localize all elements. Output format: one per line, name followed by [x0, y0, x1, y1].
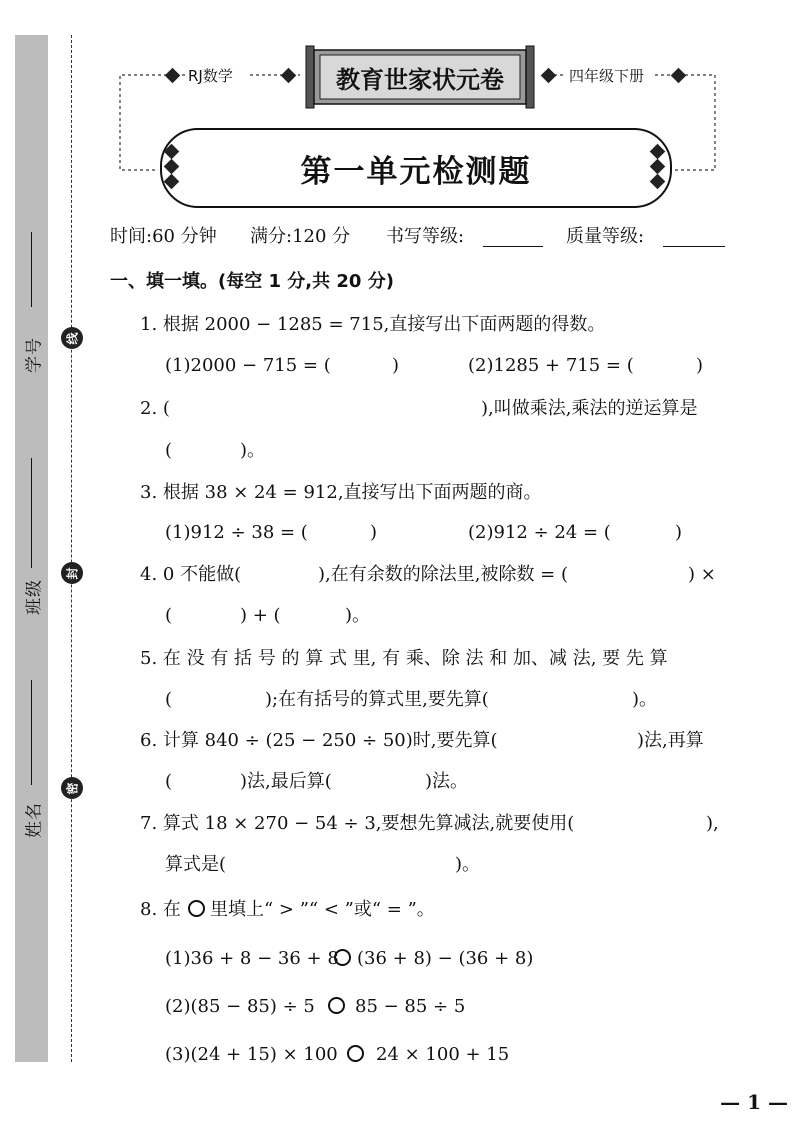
page-number: — 1 — — [720, 1090, 788, 1114]
q8-prompt-end: 里填上“ > ”“ < ”或“ = ”。 — [210, 899, 435, 920]
q4-times: ) × — [688, 564, 716, 585]
compare-circle-3[interactable] — [347, 1045, 364, 1062]
quality-grade-blank[interactable] — [663, 228, 725, 247]
q6-prompt: 6. 计算 840 ÷ (25 − 250 ÷ 50)时,要先算( — [140, 730, 498, 751]
q3-prompt: 3. 根据 38 × 24 = 912,直接写出下面两题的商。 — [140, 482, 542, 503]
full-score: 满分:120 分 — [250, 226, 351, 247]
q8-item2-left: (2)(85 − 85) ÷ 5 — [165, 996, 315, 1017]
section-heading: 一、填一填。(每空 1 分,共 20 分) — [110, 271, 394, 292]
compare-circle-icon — [188, 900, 205, 917]
seal-seal-mark: 封 — [61, 562, 83, 584]
class-label: 班级 — [24, 579, 45, 615]
q7-close: ), — [706, 813, 719, 834]
q2-text: ),叫做乘法,乘法的逆运算是 — [481, 398, 698, 419]
q5-close: )。 — [632, 689, 658, 710]
compare-circle-1[interactable] — [334, 949, 351, 966]
q8-item3-left: (3)(24 + 15) × 100 — [165, 1044, 338, 1065]
q1-part1-close: ) — [392, 355, 400, 376]
q1-part2-close: ) — [696, 355, 704, 376]
brand-name: 教育世家状元卷 — [336, 66, 504, 94]
student-no-label: 学号 — [24, 337, 45, 373]
q2-open2: ( — [165, 440, 173, 461]
q2-open: 2. ( — [140, 398, 170, 419]
q8-prompt-start: 8. 在 — [140, 899, 181, 920]
quality-grade-label: 质量等级: — [566, 226, 645, 247]
q1-prompt: 1. 根据 2000 − 1285 = 715,直接写出下面两题的得数。 — [140, 314, 606, 335]
q7-end: )。 — [455, 854, 481, 875]
q4-close: )。 — [345, 605, 371, 626]
q3-part2-close: ) — [675, 522, 683, 543]
q6-end: )法。 — [425, 771, 469, 792]
q8-item1-left: (1)36 + 8 − 36 + 8 — [165, 948, 339, 969]
q4-text: ),在有余数的除法里,被除数 = ( — [318, 564, 569, 585]
seal-line-mark: 线 — [61, 327, 83, 349]
q8-item2-right: 85 − 85 ÷ 5 — [355, 996, 466, 1017]
q6-open2: ( — [165, 771, 173, 792]
name-line — [31, 680, 32, 785]
page-title: 第一单元检测题 — [300, 153, 532, 190]
q4-open: 4. 0 不能做( — [140, 564, 242, 585]
q6-last: )法,最后算( — [240, 771, 332, 792]
q7-formula: 算式是( — [165, 854, 227, 875]
q8-item3-right: 24 × 100 + 15 — [376, 1044, 510, 1065]
q3-part1-close: ) — [370, 522, 378, 543]
exam-time: 时间:60 分钟 — [110, 226, 217, 247]
compare-circle-2[interactable] — [328, 997, 345, 1014]
q7-prompt: 7. 算式 18 × 270 − 54 ÷ 3,要想先算减法,就要使用( — [140, 813, 575, 834]
student-no-line — [31, 232, 32, 307]
q1-part2: (2)1285 + 715 = ( — [468, 355, 634, 376]
q3-part1: (1)912 ÷ 38 = ( — [165, 522, 308, 543]
q5-open: ( — [165, 689, 173, 710]
writing-grade-blank[interactable] — [483, 228, 543, 247]
class-line — [31, 458, 32, 568]
q5-prompt: 5. 在 没 有 括 号 的 算 式 里, 有 乘、除 法 和 加、减 法, 要 先 算 — [140, 648, 668, 669]
binding-dotted-line — [71, 35, 72, 1062]
q1-part1: (1)2000 − 715 = ( — [165, 355, 331, 376]
seal-secret-mark: 密 — [61, 777, 83, 799]
title-box — [160, 128, 672, 208]
writing-grade-label: 书写等级: — [386, 226, 465, 247]
q3-part2: (2)912 ÷ 24 = ( — [468, 522, 611, 543]
q8-item1-right: (36 + 8) − (36 + 8) — [357, 948, 534, 969]
q6-then: )法,再算 — [637, 730, 704, 751]
q4-plus: ) + ( — [240, 605, 281, 626]
q4-open2: ( — [165, 605, 173, 626]
name-label: 姓名 — [24, 802, 45, 838]
q5-text: );在有括号的算式里,要先算( — [265, 689, 489, 710]
grade-tag: 四年级下册 — [569, 67, 645, 85]
subject-tag: RJ数学 — [188, 67, 233, 85]
q2-close2: )。 — [240, 440, 266, 461]
